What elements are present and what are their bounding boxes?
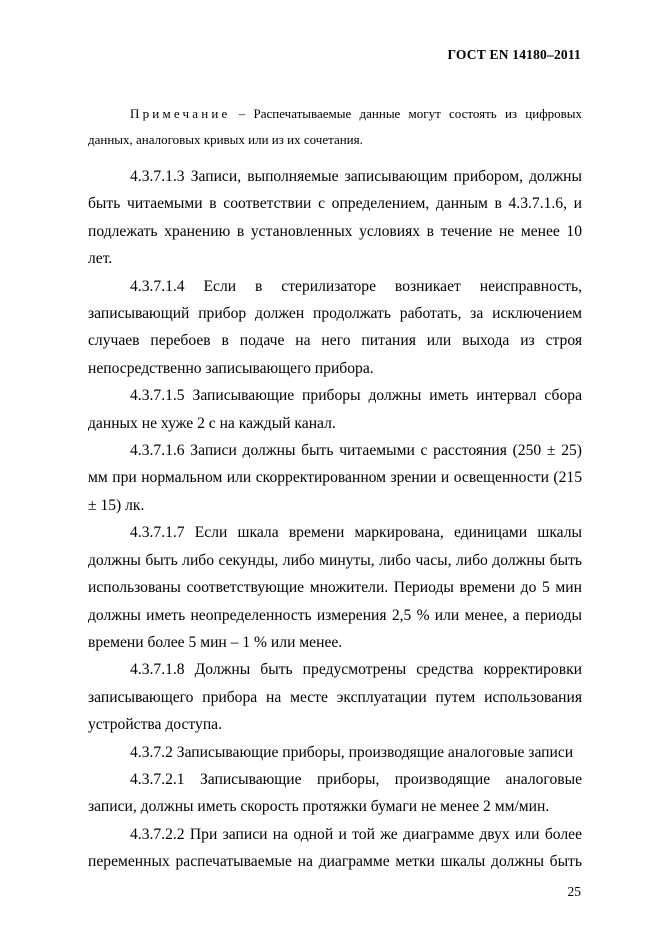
paragraph-4-3-7-1-6: 4.3.7.1.6 Записи должны быть читаемыми с расстояния (250 ± 25) мм при нормальном или скорректированном зрении и освещенности (215 ± 15) лк. (88, 442, 582, 514)
document-body (88, 163, 582, 876)
document-id-header: ГОСТ EN 14180–2011 (447, 47, 581, 62)
paragraph-4-3-7-1-3: 4.3.7.1.3 Записи, выполняемые записывающим прибором, должны быть читаемыми в соответствии с определением, данным в 4.3.7.1.6, и подлежать хранению в установленных условиях в течение не менее 10 лет. (88, 168, 582, 268)
paragraph-4-3-7-1-5: 4.3.7.1.5 Записывающие приборы должны иметь интервал сбора данных не хуже 2 с на каждый канал. (88, 387, 582, 432)
note-paragraph (88, 101, 582, 153)
section-heading-4-3-7-2: 4.3.7.2 Записывающие приборы, производящие аналоговые записи (130, 743, 574, 761)
paragraph-4-3-7-1-7: 4.3.7.1.7 Если шкала времени маркирована, единицами шкалы должны быть либо секунды, либо минуты, либо часы, либо должны быть использованы соответствующие множители. Периоды времени до 5 мин должны иметь неопределенность измерения 2,5 % или менее, а периоды времени более 5 мин – 1 % или менее. (88, 524, 582, 651)
paragraph-4-3-7-2-1: 4.3.7.2.1 Записывающие приборы, производящие аналоговые записи, должны иметь скорость протяжки бумаги не менее 2 мм/мин. (88, 770, 582, 816)
paragraph-4-3-7-1-8: 4.3.7.1.8 Должны быть предусмотрены средства корректировки записывающего прибора на месте эксплуатации путем использования устройства доступа. (88, 661, 582, 734)
note-block (88, 101, 582, 153)
page-number: 25 (567, 884, 581, 899)
note-text: Распечатываемые данные могут состоять из цифровых данных, аналоговых кривых или из их сочетания. (88, 106, 583, 147)
note-dash: – (230, 106, 254, 121)
note-label: Примечание (130, 106, 231, 121)
paragraph-4-3-7-2-2: 4.3.7.2.2 При записи на одной и той же диаграмме двух или более переменных распечатываемые на диаграмме метки шкалы должны быть (88, 825, 582, 871)
paragraph-4-3-7-1-4: 4.3.7.1.4 Если в стерилизаторе возникает неисправность, записывающий прибор должен продолжать работать, за исключением случаев перебоев в подаче на него питания или выхода из строя непосредственно записывающего прибора. (88, 277, 582, 377)
